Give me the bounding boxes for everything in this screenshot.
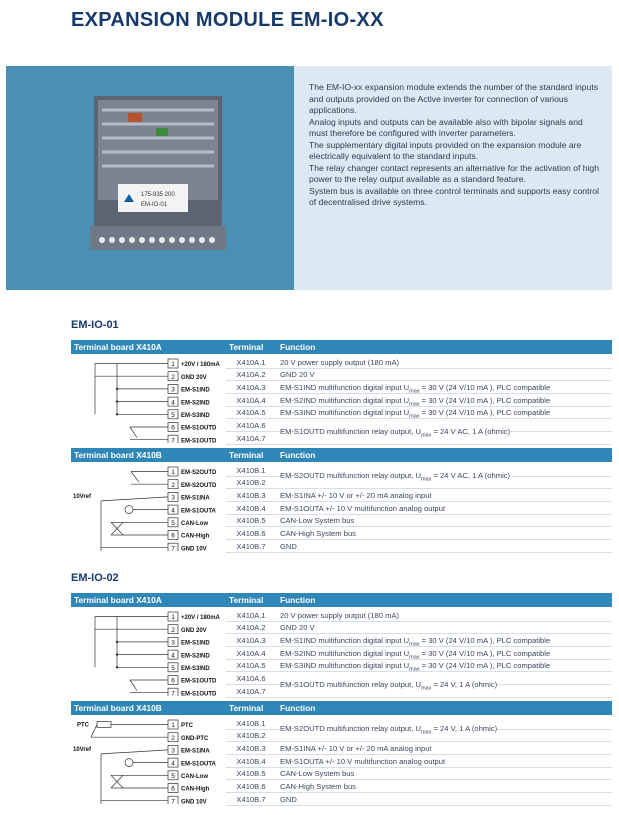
- terminal-number: 7: [171, 437, 175, 443]
- subscript: max: [420, 729, 432, 736]
- terminal-table-a: [71, 340, 612, 447]
- function-text: EM-S3IND multifunction digital input $U_{max} = 30$ V (24 V/10 mA ), PLC compatible: [280, 408, 551, 420]
- terminal-id: X410B.5: [236, 516, 266, 526]
- function-text: EM-S1OUTA +/- 10 V multifunction analog output: [280, 503, 446, 513]
- header-terminal: Terminal: [229, 703, 264, 713]
- terminal-number: 4: [171, 399, 175, 407]
- terminal-id: X410A.1: [236, 610, 266, 620]
- terminal-diagram: [71, 462, 226, 551]
- terminal-id: X410B.6: [236, 782, 266, 791]
- terminal-id: X410B.3: [236, 743, 266, 753]
- function-text: EM-S2IND multifunction digital input $U_{max} = 30$ V (24 V/10 mA ), PLC compatible: [280, 648, 551, 661]
- pcb-component: [128, 113, 142, 122]
- function-merged: EM-S1OUTD multifunction relay output, $U_{max} = 24$ V AC, 1 A (ohmic): [280, 426, 511, 439]
- header-function: Function: [280, 342, 316, 352]
- function-text: CAN-High System bus: [280, 529, 356, 538]
- terminal-number: 6: [171, 677, 175, 685]
- subscript: max: [409, 401, 420, 408]
- terminal-number: 3: [171, 386, 175, 394]
- table-header: [71, 340, 612, 354]
- header-terminal: Terminal: [229, 450, 264, 460]
- module-photo: [6, 66, 294, 290]
- terminal-number: 4: [171, 507, 175, 515]
- terminal-label: +20V / 180mA: [181, 615, 220, 622]
- function-text: EM-S1IND multifunction digital input $U_{max} = 30$ V (24 V/10 mA ), PLC compatible: [280, 382, 551, 395]
- subscript: max: [409, 388, 420, 395]
- relay-contact: [130, 427, 137, 438]
- function-text: EM-S2IND multifunction digital input $U_{max} = 30$ V (24 V/10 mA ), PLC compatible: [280, 395, 551, 408]
- terminal-label: GND-PTC: [181, 735, 209, 742]
- header-board: Terminal board X410B: [74, 703, 162, 713]
- terminal-id: X410A.6: [236, 674, 266, 683]
- subscript: max: [420, 685, 432, 692]
- subscript: max: [420, 432, 432, 439]
- terminal-label: EM-S1OUTD: [181, 438, 217, 443]
- header-function: Function: [280, 450, 316, 460]
- terminal-diagram: [71, 715, 226, 804]
- table-row: [226, 622, 612, 635]
- module-heading: EM-IO-02: [71, 572, 119, 584]
- terminal-number: 2: [171, 481, 175, 489]
- terminal-number: 5: [171, 773, 175, 780]
- terminal-label: GND 10V: [181, 799, 207, 804]
- terminal-label: EM-S2OUTD: [181, 470, 217, 477]
- description: [309, 82, 601, 209]
- table-header: [71, 593, 612, 607]
- ref-label: 10Vref: [73, 746, 92, 753]
- table-row: [226, 489, 612, 502]
- module-illustration: [6, 66, 294, 290]
- pcb-component: [156, 128, 168, 136]
- terminal-number: 7: [171, 545, 175, 551]
- terminal-id: X410B.7: [236, 794, 266, 804]
- terminal-number: 2: [171, 626, 175, 634]
- ptc-label: PTC: [77, 722, 89, 729]
- description-paragraph: System bus is available on three control terminals and supports easy control of decentralised drive systems.: [309, 185, 599, 207]
- table-header: [71, 448, 612, 462]
- terminal-label: EM-S1OUTD: [181, 678, 217, 685]
- terminal-id: X410A.4: [236, 648, 266, 658]
- terminal-label: EM-S2IND: [181, 400, 210, 407]
- table-row: [226, 369, 612, 382]
- terminal-id: X410B.7: [236, 541, 266, 551]
- function-text: CAN-High System bus: [280, 782, 356, 791]
- terminal-label: EM-S3IND: [181, 666, 210, 672]
- function-text: 20 V power supply output (180 mA): [280, 357, 400, 367]
- table-row: [226, 540, 612, 553]
- subscript: max: [409, 413, 420, 420]
- wire: [91, 725, 97, 738]
- terminal-number: 5: [171, 665, 175, 672]
- table-body: [71, 607, 612, 700]
- function-text: EM-S1OUTA +/- 10 V multifunction analog output: [280, 756, 446, 766]
- terminal-label: EM-S1INA: [181, 495, 210, 502]
- terminal-id: X410B.1: [236, 465, 266, 475]
- header-terminal: Terminal: [229, 595, 264, 605]
- function-text: EM-S1INA +/- 10 V or +/- 20 mA analog input: [280, 743, 432, 753]
- table-row: [226, 381, 612, 394]
- terminal-number: 3: [171, 639, 175, 647]
- header-board: Terminal board X410A: [74, 342, 162, 352]
- wire: [101, 750, 168, 754]
- terminal-diagram: [71, 607, 226, 696]
- terminal-id: X410A.5: [236, 408, 266, 418]
- terminal-id: X410A.3: [236, 635, 266, 645]
- terminal-id: X410A.6: [236, 421, 266, 430]
- terminal-number: 7: [171, 690, 175, 696]
- terminal-diagram: [71, 354, 226, 443]
- voltmeter-icon: [125, 759, 133, 767]
- terminal-id: X410B.4: [236, 756, 266, 766]
- terminal-label: EM-S2IND: [181, 653, 210, 660]
- function-merged: EM-S2OUTD multifunction relay output, $U_{max} = 24$ V, 1 A (ohmic): [280, 724, 498, 736]
- header-board: Terminal board X410A: [74, 595, 162, 605]
- terminal-number: 3: [171, 747, 175, 755]
- subscript: max: [409, 641, 420, 648]
- function-text: EM-S1INA +/- 10 V or +/- 20 mA analog input: [280, 490, 432, 500]
- hero-panel: [6, 66, 612, 290]
- relay-contact: [130, 680, 137, 691]
- function-text: GND: [280, 794, 297, 804]
- terminal-label: CAN-Low: [181, 774, 208, 780]
- terminal-label: CAN-High: [181, 786, 210, 793]
- table-row: [226, 634, 612, 647]
- page-title: EXPANSION MODULE EM-IO-XX: [71, 9, 384, 31]
- terminal-id: X410A.7: [236, 433, 266, 443]
- terminal-table-b: [71, 701, 612, 808]
- function-text: 20 V power supply output (180 mA): [280, 610, 400, 620]
- subscript: max: [409, 654, 420, 661]
- function-text: EM-S3IND multifunction digital input $U_{max} = 30$ V (24 V/10 mA ), PLC compatible: [280, 661, 551, 673]
- terminal-number: 1: [171, 361, 175, 369]
- description-paragraph: Analog inputs and outputs can be available also with bipolar signals and must therefore be configured with inverter parameters.: [309, 116, 583, 138]
- terminal-number: 1: [171, 614, 175, 622]
- terminal-id: X410B.2: [236, 478, 266, 488]
- terminal-id: X410A.3: [236, 382, 266, 392]
- table-row: [226, 793, 612, 806]
- table-row: [226, 742, 612, 755]
- terminal-id: X410B.5: [236, 769, 266, 779]
- header-function: Function: [280, 595, 316, 605]
- function-text: GND: [280, 541, 297, 551]
- table-row: [226, 502, 612, 515]
- table-row: [226, 768, 612, 781]
- terminal-label: GND 20V: [181, 374, 207, 381]
- relay-contact: [131, 472, 139, 483]
- function-text: EM-S1IND multifunction digital input $U_{max} = 30$ V (24 V/10 mA ), PLC compatible: [280, 635, 551, 648]
- terminal-label: EM-S1INA: [181, 748, 210, 755]
- terminal-id: X410B.3: [236, 490, 266, 500]
- terminal-number: 4: [171, 652, 175, 660]
- function-merged: EM-S2OUTD multifunction relay output, $U_{max} = 24$ V AC, 1 A (ohmic): [280, 471, 511, 483]
- terminal-id: X410A.2: [236, 623, 266, 633]
- terminal-number: 2: [171, 734, 175, 742]
- table-row: [226, 755, 612, 768]
- ptc-resistor-icon: [97, 722, 111, 728]
- terminal-label: EM-S1IND: [181, 640, 210, 647]
- terminal-number: 6: [171, 424, 175, 432]
- terminal-number: 5: [171, 520, 175, 527]
- table-body: [71, 462, 612, 555]
- terminal-label: EM-S1OUTA: [181, 761, 216, 768]
- table-row: [226, 407, 612, 420]
- table-row: [226, 609, 612, 622]
- module-label-line1: 175-935 200: [141, 192, 175, 198]
- terminal-label: PTC: [181, 723, 193, 730]
- subscript: max: [420, 476, 432, 483]
- table-row: [226, 528, 612, 541]
- terminal-id: X410B.1: [236, 718, 266, 728]
- terminal-table-a: [71, 593, 612, 700]
- table-header: [71, 701, 612, 715]
- function-text: GND 20 V: [280, 623, 315, 633]
- terminal-table-b: [71, 448, 612, 555]
- terminal-label: EM-S1IND: [181, 387, 210, 394]
- module-heading: EM-IO-01: [71, 319, 119, 331]
- terminal-label: GND 10V: [181, 546, 207, 551]
- terminal-label: GND 20V: [181, 627, 207, 634]
- table-row: [226, 647, 612, 660]
- terminal-id: X410A.2: [236, 370, 266, 380]
- header-board: Terminal board X410B: [74, 450, 162, 460]
- terminal-number: 4: [171, 760, 175, 768]
- table-row: [226, 394, 612, 407]
- terminal-number: 3: [171, 494, 175, 502]
- voltmeter-icon: [125, 506, 133, 514]
- terminal-number: 1: [171, 722, 175, 730]
- wire: [101, 497, 168, 501]
- table-row: [226, 660, 612, 673]
- description-paragraph: The EM-IO-xx expansion module extends the number of the standard inputs and outputs provided on the Active inverter for connection of various applications.: [309, 82, 599, 115]
- description-paragraph: The relay changer contact represents an alternative for the activation of high power to the relay output available as a standard feature.: [309, 162, 599, 184]
- terminal-label: CAN-High: [181, 533, 210, 540]
- terminal-id: X410A.5: [236, 661, 266, 671]
- table-row: [226, 356, 612, 369]
- terminal-id: X410B.2: [236, 731, 266, 741]
- terminal-number: 5: [171, 412, 175, 419]
- terminal-number: 7: [171, 798, 175, 804]
- header-terminal: Terminal: [229, 342, 264, 352]
- terminal-number: 6: [171, 532, 175, 540]
- terminal-label: EM-S1OUTD: [181, 691, 217, 696]
- terminal-number: 6: [171, 785, 175, 793]
- module-label-line2: EM-IO-01: [141, 202, 168, 208]
- table-row: [226, 515, 612, 528]
- function-text: CAN-Low System bus: [280, 769, 355, 779]
- header-function: Function: [280, 703, 316, 713]
- terminal-label: CAN-Low: [181, 521, 208, 527]
- terminal-number: 2: [171, 373, 175, 381]
- table-body: [71, 354, 612, 447]
- function-merged: EM-S1OUTD multifunction relay output, $U_{max} = 24$ V, 1 A (ohmic): [280, 679, 498, 692]
- terminal-label: EM-S1OUTD: [181, 425, 217, 432]
- terminal-id: X410B.4: [236, 503, 266, 513]
- terminal-id: X410A.4: [236, 395, 266, 405]
- terminal-id: X410A.7: [236, 686, 266, 696]
- terminal-label: EM-S2OUTD: [181, 482, 217, 489]
- description-paragraph: The supplementary digital inputs provided on the expansion module are electrically equivalent to the standard inputs.: [309, 139, 582, 161]
- function-text: GND 20 V: [280, 370, 315, 380]
- subscript: max: [409, 666, 420, 673]
- terminal-id: X410B.6: [236, 529, 266, 538]
- terminal-label: EM-S3IND: [181, 413, 210, 419]
- function-text: CAN-Low System bus: [280, 516, 355, 526]
- terminal-number: 1: [171, 469, 175, 477]
- ref-label: 10Vref: [73, 493, 92, 500]
- terminal-label: +20V / 180mA: [181, 362, 220, 369]
- table-row: [226, 781, 612, 794]
- table-body: [71, 715, 612, 808]
- terminal-id: X410A.1: [236, 357, 266, 367]
- terminal-label: EM-S1OUTA: [181, 508, 216, 515]
